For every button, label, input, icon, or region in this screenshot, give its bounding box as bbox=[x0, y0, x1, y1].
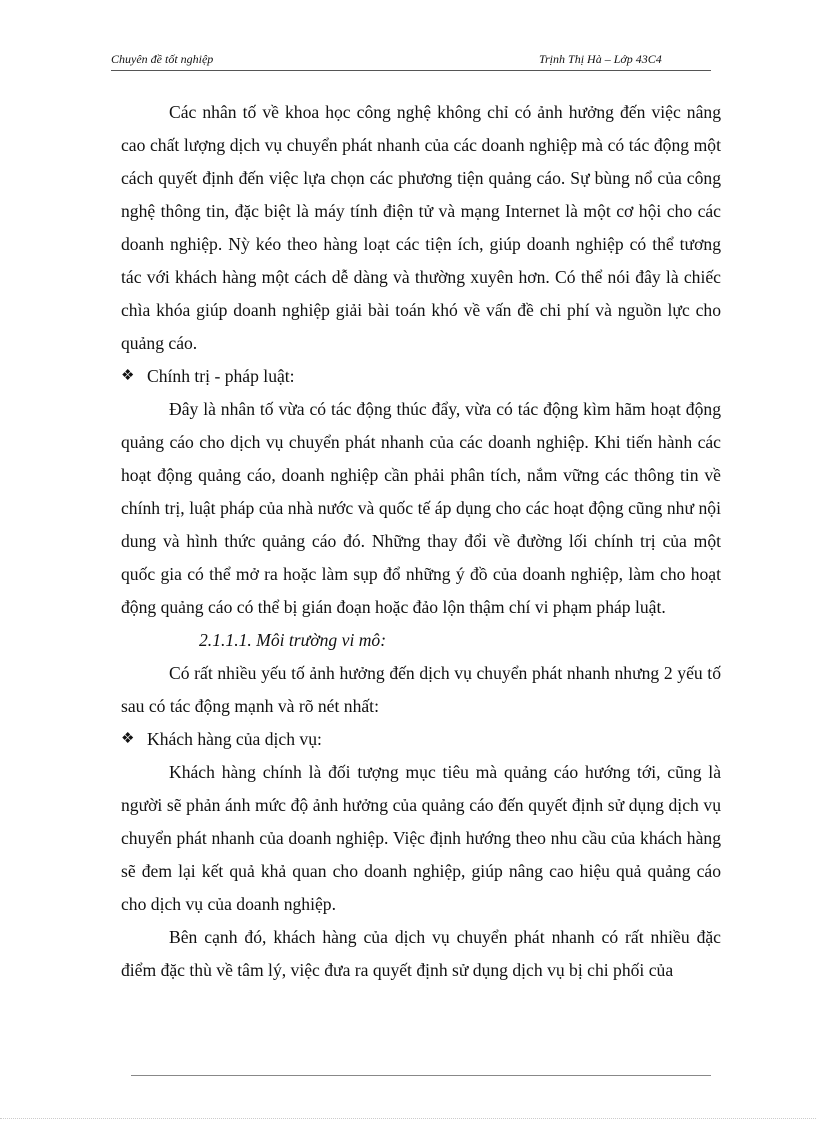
header-right-author: Trịnh Thị Hà – Lớp 43C4 bbox=[539, 52, 662, 66]
footer-divider bbox=[131, 1075, 711, 1076]
diamond-bullet-icon: ❖ bbox=[121, 731, 135, 747]
paragraph-technology: Các nhân tố về khoa học công nghệ không chỉ có ảnh hưởng đến việc nâng cao chất lượng dịch vụ chuyển phát nhanh của các doanh nghiệp mà có tác động một cách quyết định đến việc lựa chọn các phương tiện quảng cáo. Sự bùng nổ của công nghệ thông tin, đặc biệt là máy tính điện tử và mạng Internet là một cơ hội cho các doanh nghiệp. Nỳ kéo theo hàng loạt các tiện ích, giúp doanh nghiệp có thể tương tác với khách hàng một cách dễ dàng và thường xuyên hơn. Có thể nói đây là chiếc chìa khóa giúp doanh nghiệp giải bài toán khó về vấn đề chi phí và nguồn lực cho quảng cáo. bbox=[121, 102, 721, 353]
diamond-bullet-icon: ❖ bbox=[121, 368, 135, 384]
bullet-label: Khách hàng của dịch vụ: bbox=[147, 729, 322, 749]
paragraph-customers: Khách hàng chính là đối tượng mục tiêu mà quảng cáo hướng tới, cũng là người sẽ phản ánh mức độ ảnh hưởng của quảng cáo đến quyết định sử dụng dịch vụ chuyển phát nhanh của doanh nghiệp. Việc định hướng theo nhu cầu của khách hàng sẽ đem lại kết quả khả quan cho doanh nghiệp, giúp nâng cao hiệu quả quảng cáo cho dịch vụ của doanh nghiệp. bbox=[121, 762, 721, 914]
header-left-title: Chuyên đề tốt nghiệp bbox=[111, 52, 214, 66]
paragraph-factors: Có rất nhiều yếu tố ảnh hưởng đến dịch vụ chuyển phát nhanh nhưng 2 yếu tố sau có tác động mạnh và rõ nét nhất: bbox=[121, 663, 721, 716]
paragraph-politics: Đây là nhân tố vừa có tác động thúc đẩy, vừa có tác động kìm hãm hoạt động quảng cáo cho dịch vụ chuyển phát nhanh của các doanh nghiệp. Khi tiến hành các hoạt động quảng cáo, doanh nghiệp cần phải phân tích, nắm vững các thông tin về chính trị, luật pháp của nhà nước và quốc tế áp dụng cho các hoạt động cũng như nội dung và hình thức quảng cáo đó. Những thay đổi về đường lối chính trị của một quốc gia có thể mở ra hoặc làm sụp đổ những ý đồ của doanh nghiệp, làm cho hoạt động quảng cáo có thể bị gián đoạn hoặc đảo lộn thậm chí vi phạm pháp luật. bbox=[121, 399, 721, 617]
bullet-customers bbox=[121, 723, 721, 756]
bullet-label: Chính trị - pháp luật: bbox=[147, 366, 295, 386]
page-bottom-border bbox=[0, 1118, 816, 1119]
section-heading: 2.1.1.1. Môi trường vi mô: bbox=[199, 630, 387, 650]
paragraph-customer-traits: Bên cạnh đó, khách hàng của dịch vụ chuyển phát nhanh có rất nhiều đặc điểm đặc thù về tâm lý, việc đưa ra quyết định sử dụng dịch vụ bị chi phối của bbox=[121, 927, 721, 980]
page-body bbox=[121, 96, 721, 987]
bullet-politics-law bbox=[121, 360, 721, 393]
page-header bbox=[111, 52, 711, 71]
